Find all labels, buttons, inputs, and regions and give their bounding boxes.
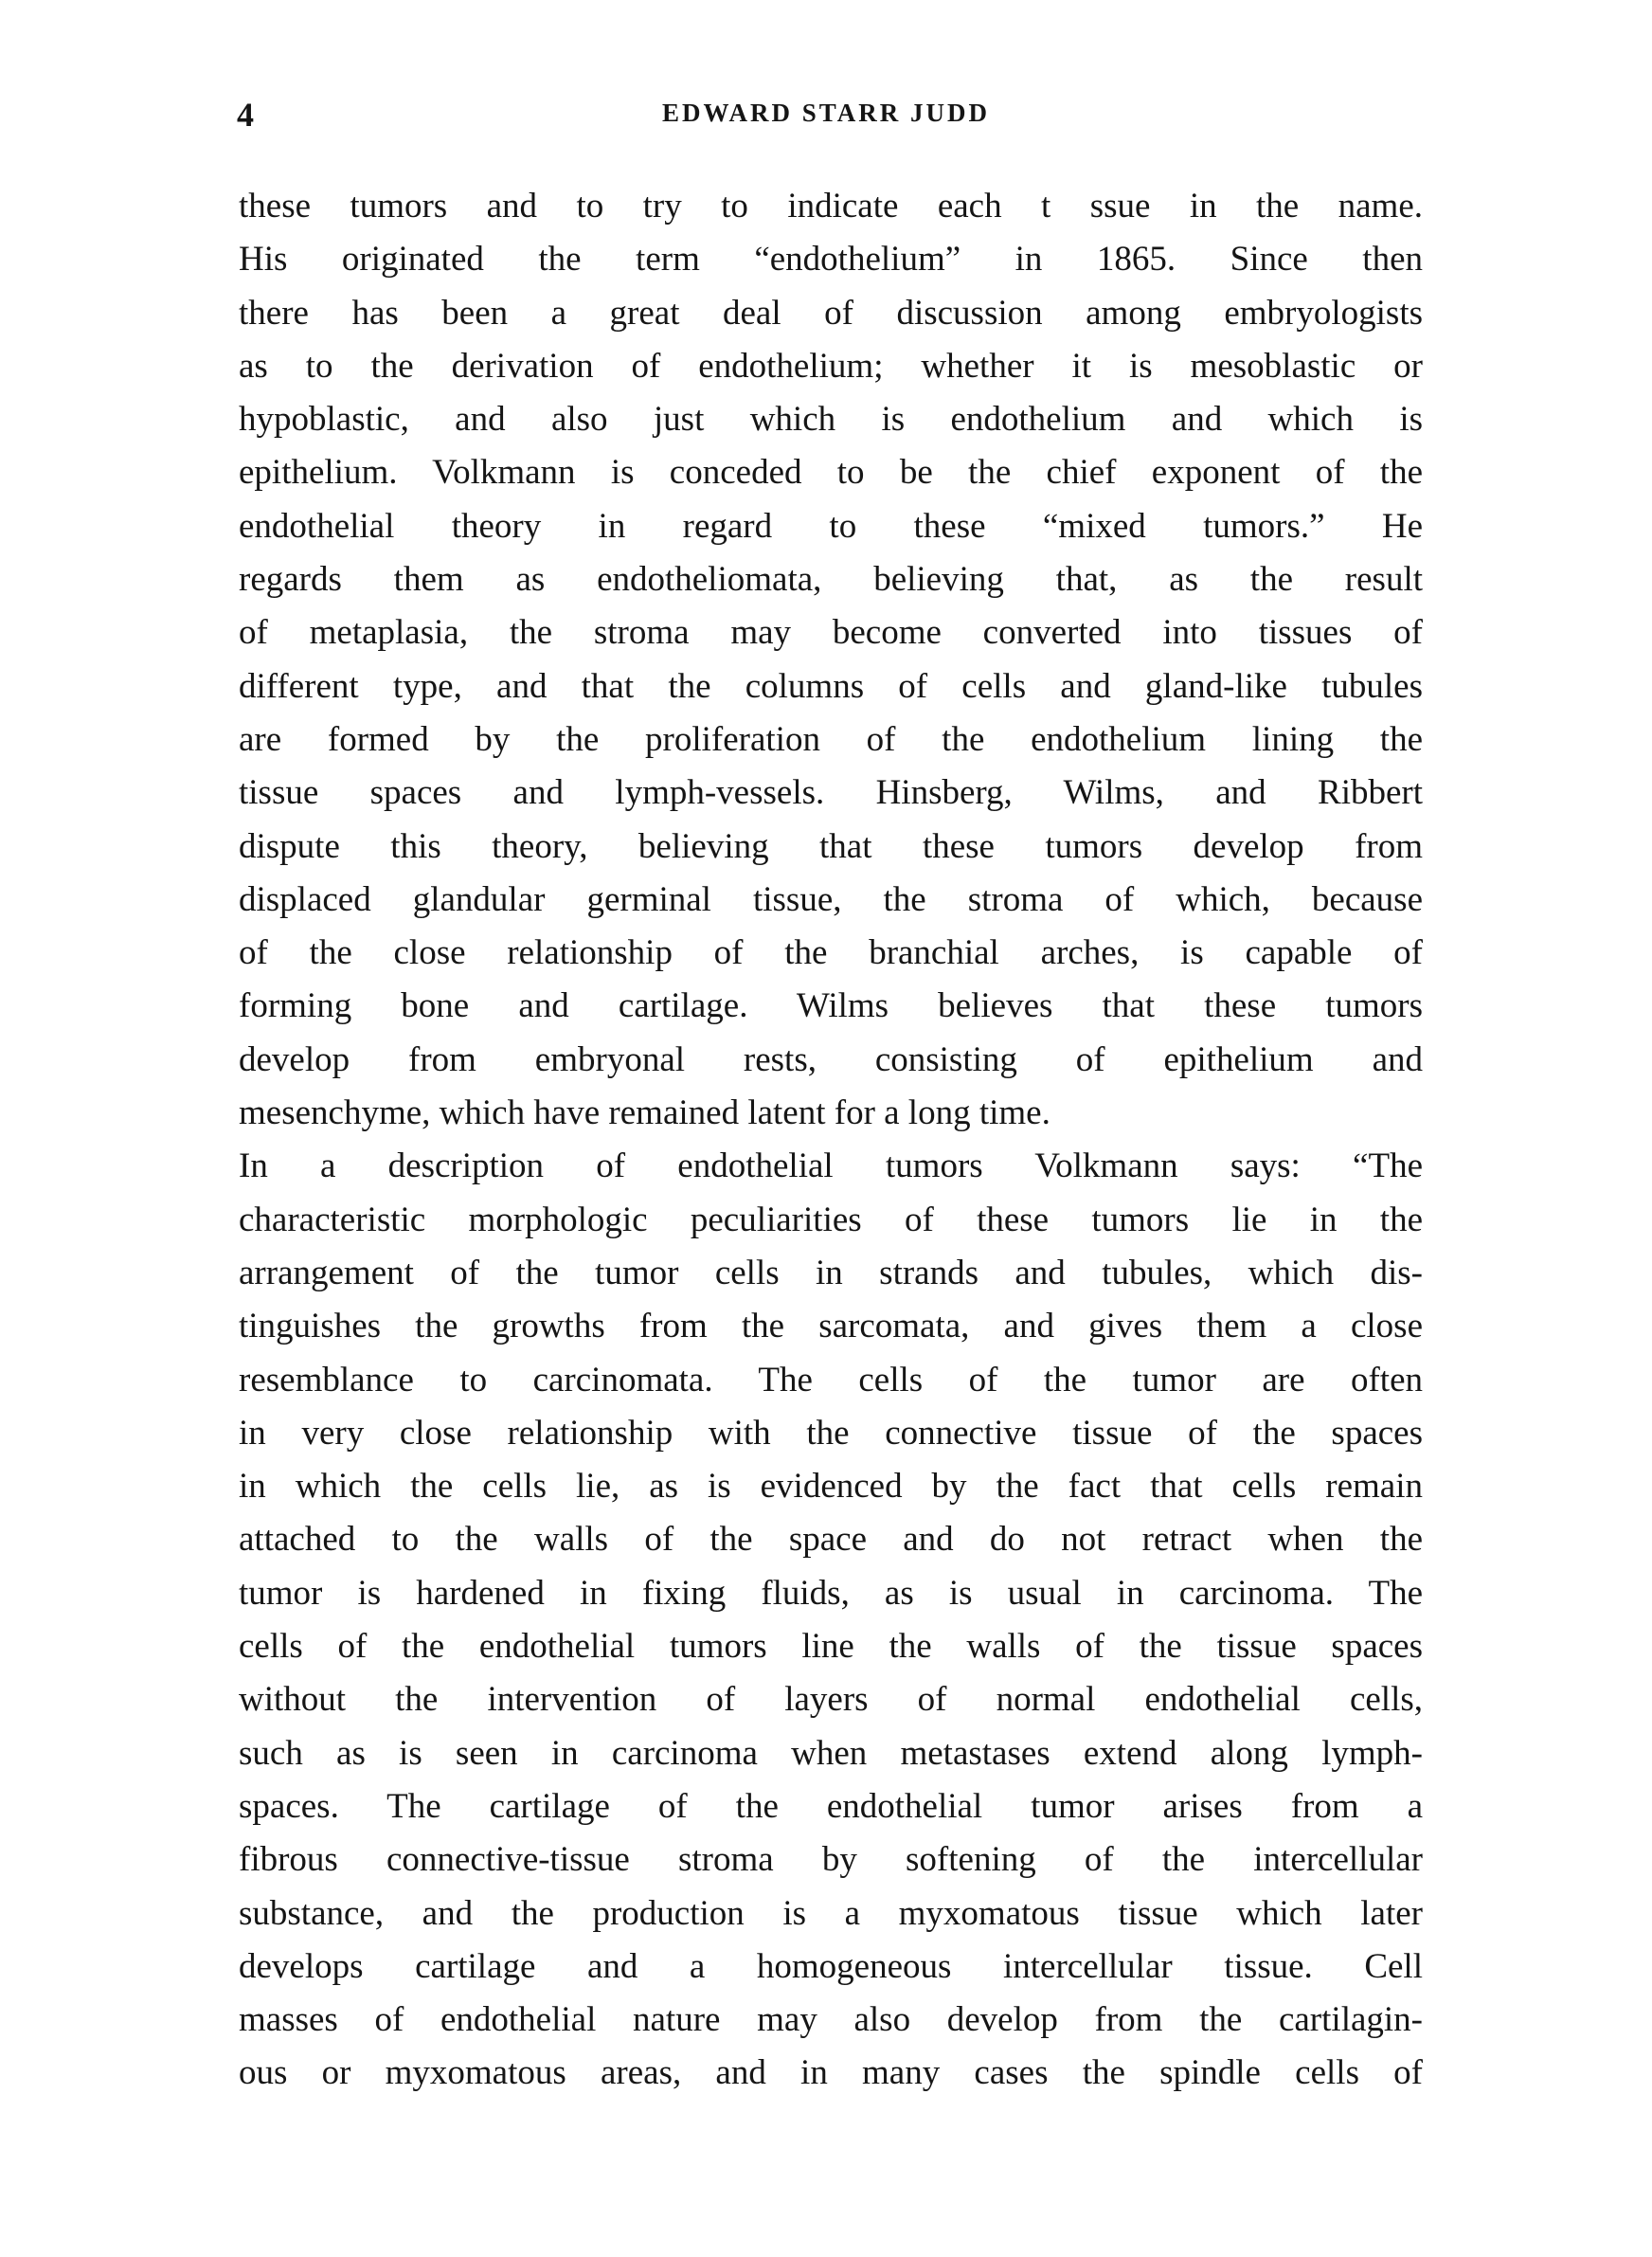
text-line: as to the derivation of endothelium; whether it is mesoblastic or — [239, 346, 1423, 386]
text-line: tinguishes the growths from the sarcomata, and gives them a close — [239, 1307, 1423, 1346]
text-line: of the close relationship of the branchial arches, is capable of — [239, 933, 1423, 973]
text-line: attached to the walls of the space and do not retract when the — [239, 1520, 1423, 1560]
paragraph — [239, 1140, 1423, 2100]
text-line: there has been a great deal of discussion among embryologists — [239, 293, 1423, 333]
text-line: develop from embryonal rests, consisting of epithelium and — [239, 1039, 1423, 1079]
body-text — [239, 180, 1423, 2101]
text-line: mesenchyme, which have remained latent for a long time. — [239, 1093, 1050, 1133]
text-line: cells of the endothelial tumors line the walls of the tissue spaces — [239, 1627, 1423, 1667]
text-line: dispute this theory, believing that these tumors develop from — [239, 826, 1423, 866]
text-line: develops cartilage and a homogeneous intercellular tissue. Cell — [239, 1946, 1423, 1986]
text-line: these tumors and to try to indicate each t ssue in the name. — [239, 187, 1423, 226]
text-line: ous or myxomatous areas, and in many cases the spindle cells of — [239, 2053, 1423, 2093]
text-line: fibrous connective-tissue stroma by softening of the intercellular — [239, 1840, 1423, 1880]
text-line: of metaplasia, the stroma may become converted into tissues of — [239, 613, 1423, 653]
text-line: regards them as endotheliomata, believing that, as the result — [239, 560, 1423, 600]
text-line: endothelial theory in regard to these “mixed tumors.” He — [239, 506, 1423, 546]
text-line: spaces. The cartilage of the endothelial tumor arises from a — [239, 1786, 1423, 1826]
text-line: displaced glandular germinal tissue, the stroma of which, because — [239, 879, 1423, 919]
text-line: forming bone and cartilage. Wilms believes that these tumors — [239, 986, 1423, 1026]
text-line: masses of endothelial nature may also develop from the cartilagin- — [239, 2000, 1423, 2040]
text-line: characteristic morphologic peculiarities of these tumors lie in the — [239, 1200, 1423, 1239]
text-line: resemblance to carcinomata. The cells of the tumor are often — [239, 1360, 1423, 1399]
text-line: without the intervention of layers of normal endothelial cells, — [239, 1680, 1423, 1720]
text-line: hypoblastic, and also just which is endothelium and which is — [239, 400, 1423, 440]
running-title: EDWARD STARR JUDD — [661, 99, 991, 127]
text-line: in very close relationship with the connective tissue of the spaces — [239, 1413, 1423, 1453]
text-line: substance, and the production is a myxomatous tissue which later — [239, 1893, 1423, 1933]
text-line: tissue spaces and lymph-vessels. Hinsberg, Wilms, and Ribbert — [239, 773, 1423, 813]
paragraph — [239, 180, 1423, 1140]
text-line: in which the cells lie, as is evidenced by the fact that cells remain — [239, 1467, 1423, 1507]
text-line: are formed by the proliferation of the endothelium lining the — [239, 719, 1423, 759]
text-line: arrangement of the tumor cells in strands and tubules, which dis- — [239, 1253, 1423, 1292]
text-line: different type, and that the columns of cells and gland-like tubules — [239, 666, 1423, 706]
text-line: such as is seen in carcinoma when metastases extend along lymph- — [239, 1733, 1423, 1773]
text-line: In a description of endothelial tumors Volkmann says: “The — [239, 1147, 1423, 1186]
text-line: tumor is hardened in fixing fluids, as is usual in carcinoma. The — [239, 1573, 1423, 1613]
page-number: 4 — [237, 96, 254, 134]
text-line: His originated the term “endothelium” in 1865. Since then — [239, 240, 1423, 280]
text-line: epithelium. Volkmann is conceded to be the chief exponent of the — [239, 453, 1423, 493]
